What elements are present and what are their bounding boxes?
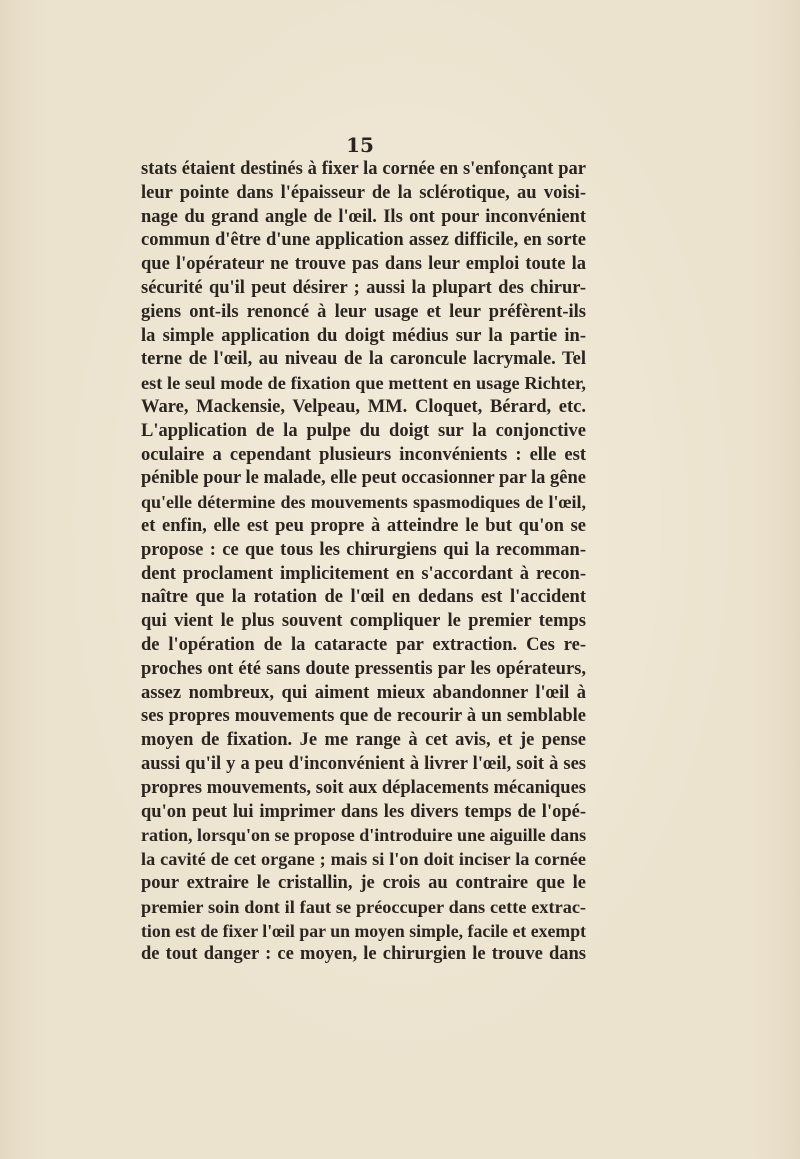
- text-line: de tout danger : ce moyen, le chirurgien le trouve dans: [141, 944, 586, 965]
- text-line: qu'elle détermine des mouvements spasmodiques de l'œil,: [141, 492, 586, 513]
- text-line: leur pointe dans l'épaisseur de la sclérotique, au voisi-: [141, 182, 586, 203]
- text-line: premier soin dont il faut se préoccuper dans cette extrac-: [141, 896, 586, 917]
- text-line: propres mouvements, soit aux déplacements mécaniques: [141, 777, 586, 798]
- text-line: oculaire a cependant plusieurs inconvénients : elle est: [141, 444, 586, 465]
- text-line: est le seul mode de fixation que mettent en usage Richter,: [141, 373, 586, 394]
- text-line: qu'on peut lui imprimer dans les divers temps de l'opé-: [141, 801, 586, 822]
- text-line: stats étaient destinés à fixer la cornée en s'enfonçant par: [141, 159, 586, 179]
- text-line: tion est de fixer l'œil par un moyen simple, facile et exempt: [141, 920, 586, 941]
- text-line: sécurité qu'il peut désirer ; aussi la plupart des chirur-: [141, 277, 586, 298]
- text-line: commun d'être d'une application assez difficile, en sorte: [141, 230, 586, 251]
- text-line: la simple application du doigt médius sur la partie in-: [141, 325, 586, 346]
- text-line: pour extraire le cristallin, je crois au contraire que le: [141, 872, 586, 893]
- text-line: ration, lorsqu'on se propose d'introduire une aiguille dans: [141, 825, 587, 846]
- text-line: ses propres mouvements que de recourir à un semblable: [141, 706, 586, 727]
- text-line: aussi qu'il y a peu d'inconvénient à livrer l'œil, soit à ses: [141, 753, 586, 774]
- text-line: qui vient le plus souvent compliquer le premier temps: [141, 611, 586, 632]
- text-line: la cavité de cet organe ; mais si l'on doit inciser la cornée: [141, 849, 586, 870]
- body-text: [141, 158, 586, 967]
- page-number: 15: [346, 133, 374, 157]
- text-line: pénible pour le malade, elle peut occasionner par la gêne: [141, 468, 587, 489]
- text-line: giens ont-ils renoncé à leur usage et leur préfèrent-ils: [141, 301, 586, 322]
- text-line: de l'opération de la cataracte par extraction. Ces re-: [141, 634, 586, 655]
- text-line: Ware, Mackensie, Velpeau, MM. Cloquet, Bérard, etc.: [141, 396, 586, 417]
- text-line: proches ont été sans doute pressentis par les opérateurs,: [141, 658, 586, 679]
- text-line: moyen de fixation. Je me range à cet avis, et je pense: [141, 730, 586, 751]
- text-line: et enfin, elle est peu propre à atteindre le but qu'on se: [141, 515, 586, 536]
- text-line: naître que la rotation de l'œil en dedans est l'accident: [141, 587, 586, 608]
- text-line: L'application de la pulpe du doigt sur la conjonctive: [141, 420, 586, 441]
- text-line: dent proclament implicitement en s'accordant à recon-: [141, 563, 586, 584]
- text-line: assez nombreux, qui aiment mieux abandonner l'œil à: [141, 682, 586, 703]
- text-line: terne de l'œil, au niveau de la caroncule lacrymale. Tel: [141, 349, 586, 370]
- text-line: que l'opérateur ne trouve pas dans leur emploi toute la: [141, 254, 586, 275]
- text-line: nage du grand angle de l'œil. Ils ont pour inconvénient: [141, 206, 586, 227]
- text-line: propose : ce que tous les chirurgiens qui la recomman-: [141, 539, 586, 560]
